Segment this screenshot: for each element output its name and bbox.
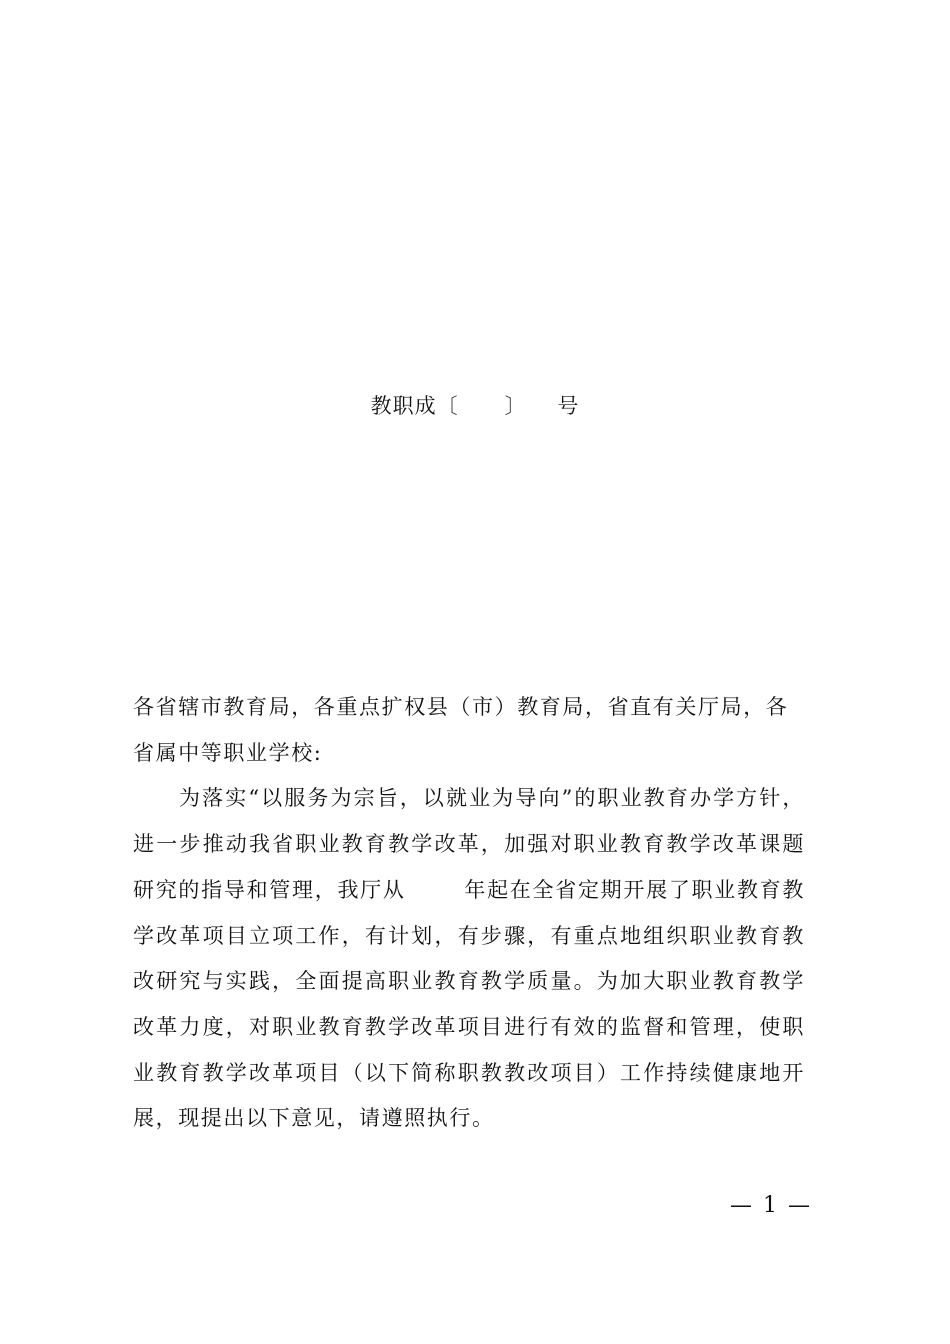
addressee: 各省辖市教育局，各重点扩权县（市）教育局，省直有关厅局，各省属中等职业学校:: [133, 695, 789, 765]
document-body: [133, 685, 805, 1142]
document-number: 教职成〔 〕 号: [370, 394, 580, 418]
page-number: — 1 —: [730, 1193, 812, 1218]
intro-paragraph: 为落实“以服务为宗旨，以就业为导向”的职业教育办学方针，进一步推动我省职业教育教学改革，加强对职业教育教学改革课题研究的指导和管理，我厅从 年起在全省定期开展了职业教育教学改革项目立项工作，有计划，有步骤，有重点地组织职业教育教改研究与实践，全面提高职业教育教学质量。为加大职业教育教学改革力度，对职业教育教学改革项目进行有效的监督和管理，使职业教育教学改革项目（以下简称职教教改项目）工作持续健康地开展，现提出以下意见，请遵照执行。: [133, 786, 805, 1131]
